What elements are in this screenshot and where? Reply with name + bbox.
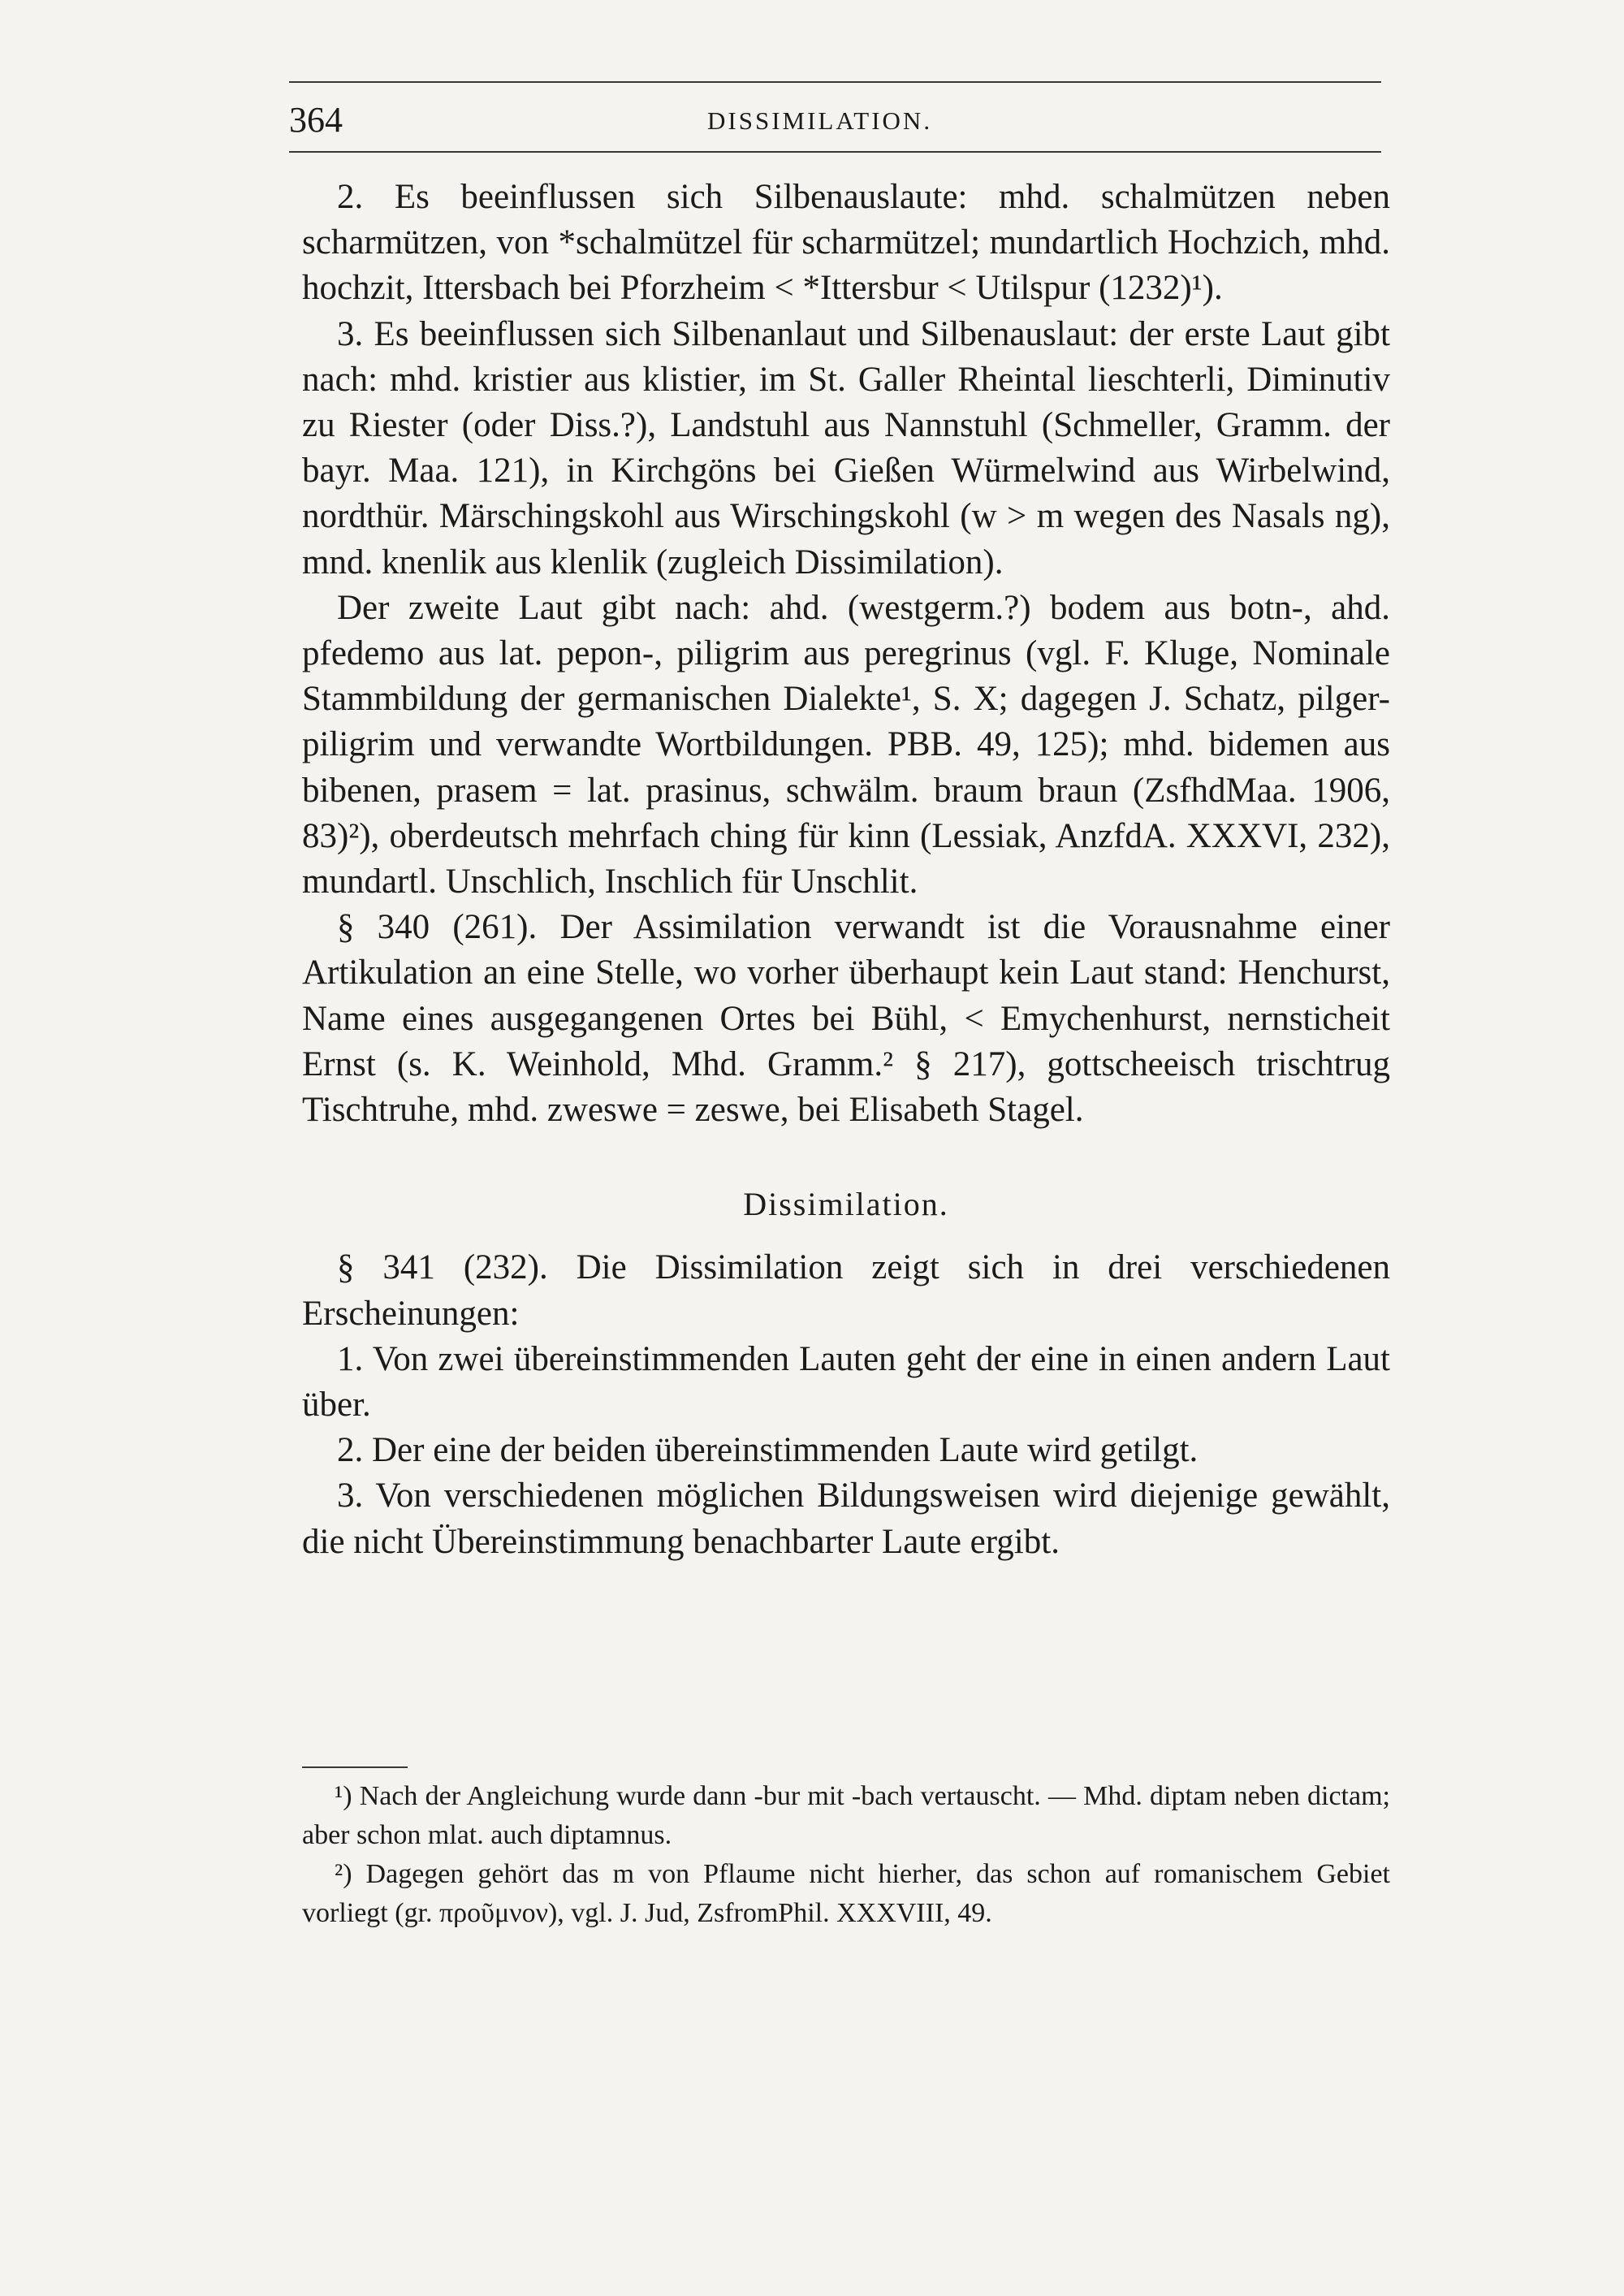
list-item-1: 1. Von zwei übereinstimmenden Lauten geht der eine in einen andern Laut über. [302,1339,1390,1425]
paragraph-section-341: § 341 (232). Die Dissimilation zeigt sich in drei verschiedenen Erscheinungen: [302,1248,1390,1333]
footnote-rule [302,1766,408,1768]
paragraph-silbenauslaute: 2. Es beeinflussen sich Silbenauslaute: mhd. schalmützen neben scharmützen, von *schalmützel für scharmützel; mundartlich Hochzich, mhd. hochzit, Ittersbach bei Pforzheim < *Ittersbur < Utilspur (1232)¹). [302,178,1390,308]
list-item-3: 3. Von verschiedenen möglichen Bildungsweisen wird diejenige gewählt, die nicht Übereinstimmung benachbarter Laute ergibt. [302,1477,1390,1561]
footnote-2: ²) Dagegen gehört das m von Pflaume nicht hierher, das schon auf romanischem Gebiet vorliegt (gr. προῦμνον), vgl. J. Jud, ZsfromPhil. XXXVIII, 49. [302,1859,1390,1928]
section-heading-dissimilation: Dissimilation. [743,1186,949,1223]
header-rule-bottom [289,151,1381,153]
paragraph-section-340: § 340 (261). Der Assimilation verwandt ist die Vorausnahme einer Artikulation an eine Stelle, wo vorher überhaupt kein Laut stand: Henchurst, Name eines ausgegangenen Ortes bei Bühl, < Emychenhurst, nernsticheit Ernst (s. K. Weinhold, Mhd. Gramm.² § 217), gottscheeisch trischtrug Tischtruhe, mhd. zweswe = zeswe, bei Elisabeth Stagel. [302,908,1390,1130]
paragraph-silbenanlaut: 3. Es beeinflussen sich Silbenanlaut und Silbenauslaut: der erste Laut gibt nach: mhd. kristier aus klistier, im St. Galler Rheintal lieschterli, Diminutiv zu Riester (oder Diss.?), Landstuhl aus Nannstuhl (Schmeller, Gramm. der bayr. Maa. 121), in Kirchgöns bei Gießen Würmelwind aus Wirbelwind, nordthür. Märschingskohl aus Wirschingskohl (w > m wegen des Nasals ng), mnd. knenlik aus klenlik (zugleich Dissimilation). [302,314,1390,582]
paragraph-zweite-laut: Der zweite Laut gibt nach: ahd. (westgerm.?) bodem aus botn-, ahd. pfedemo aus lat. pepon-, piligrim aus peregrinus (vgl. F. Kluge, Nominale Stammbildung der germanischen Dialekte¹, S. X; dagegen J. Schatz, pilger-piligrim und verwandte Wortbildungen. PBB. 49, 125); mhd. bidemen aus bibenen, prasem = lat. prasinus, schwälm. braum braun (ZsfhdMaa. 1906, 83)²), oberdeutsch mehrfach ching für kinn (Lessiak, AnzfdA. XXXVI, 232), mundartl. Unschlich, Inschlich für Unschlit. [302,588,1390,902]
footnotes [302,1777,1390,1933]
footnote-1: ¹) Nach der Angleichung wurde dann -bur mit -bach vertauscht. — Mhd. diptam neben dictam; aber schon mlat. auch diptamnus. [302,1781,1390,1850]
running-header [289,96,1381,145]
header-rule-top [289,81,1381,83]
running-head-title: DISSIMILATION. [707,106,933,135]
page-number: 364 [289,100,343,140]
list-item-2: 2. Der eine der beiden übereinstimmenden Laute wird getilgt. [337,1431,1199,1470]
body-text [302,175,1390,1565]
